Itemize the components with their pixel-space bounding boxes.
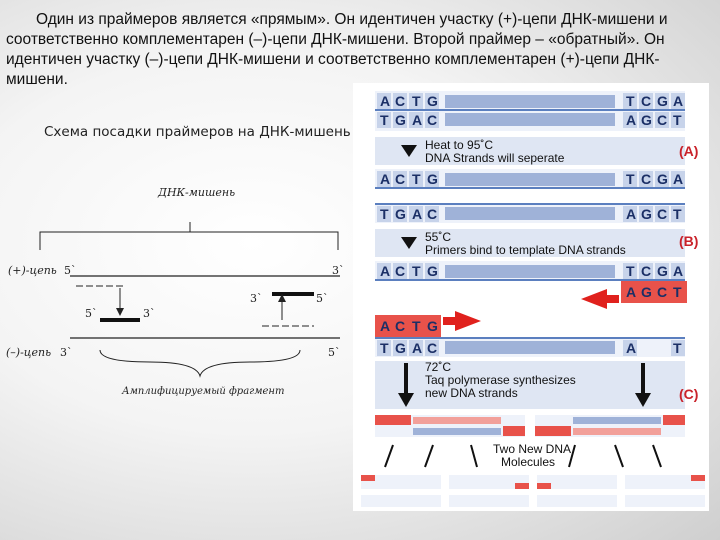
sep-top-3: T xyxy=(412,171,421,187)
anneal-top-r1: T xyxy=(626,263,635,279)
anneal-top-2: C xyxy=(395,263,406,279)
left-arrowhead xyxy=(116,308,124,316)
anneal-top-r3: G xyxy=(657,263,668,279)
step-c-line3: new DNA strands xyxy=(425,386,518,400)
anneal-bottom-a: A xyxy=(626,340,637,356)
result-line1: Two New DNA xyxy=(493,442,572,456)
right-primer-three: 3` xyxy=(250,292,263,305)
base-bottom-r3: C xyxy=(657,112,668,128)
pcr-figure-drawing xyxy=(353,83,709,511)
synthesis-arrow-left xyxy=(581,289,619,309)
step-c-line1: 72˚C xyxy=(425,360,452,374)
rev-primer-2: G xyxy=(641,284,652,300)
left-primer-three: 3` xyxy=(143,307,156,320)
sep-bottom-r2: G xyxy=(641,206,652,222)
anneal-bottom-2: G xyxy=(395,340,406,356)
new-molecule-1 xyxy=(375,415,525,437)
anneal-bottom-t: T xyxy=(673,340,682,356)
sep-top-r4: A xyxy=(673,171,684,187)
rev-primer-1: A xyxy=(626,284,637,300)
amplified-brace xyxy=(100,350,300,376)
minus-three-label: 3` xyxy=(60,346,73,359)
fwd-primer-4: G xyxy=(427,318,438,334)
sep-top-1: A xyxy=(380,171,391,187)
sep-top-r3: G xyxy=(657,171,668,187)
base-top-r1: T xyxy=(626,93,635,109)
anneal-bottom-3: A xyxy=(412,340,423,356)
base-bottom-4: C xyxy=(427,112,438,128)
base-bottom-r2: G xyxy=(641,112,652,128)
reverse-primer-red xyxy=(621,281,687,303)
sep-bottom-4: C xyxy=(427,206,438,222)
step-b-line2: Primers bind to template DNA strands xyxy=(425,243,626,257)
base-top-r2: C xyxy=(641,93,652,109)
amplified-fragment-label: Амплифицируемый фрагмент xyxy=(122,386,285,397)
sep-top-r2: C xyxy=(641,171,652,187)
base-bottom-r4: T xyxy=(673,112,682,128)
sep-bottom-2: G xyxy=(395,206,406,222)
sep-top-r1: T xyxy=(626,171,635,187)
anneal-top-4: G xyxy=(427,263,438,279)
fwd-primer-1: A xyxy=(380,318,391,334)
sep-top-2: C xyxy=(395,171,406,187)
pcr-figure xyxy=(353,83,709,511)
base-bottom-2: G xyxy=(395,112,406,128)
forward-primer-red xyxy=(375,315,441,337)
base-top-4: G xyxy=(427,93,438,109)
anneal-top-1: A xyxy=(380,263,391,279)
fwd-primer-3: T xyxy=(412,318,421,334)
label-a: (A) xyxy=(679,143,699,159)
sep-bottom-3: A xyxy=(412,206,423,222)
right-primer-five: 5` xyxy=(316,292,329,305)
plus-five-label: 5` xyxy=(64,264,77,277)
base-top-r3: G xyxy=(657,93,668,109)
scheme-title: Схема посадки праймеров на ДНК-мишень xyxy=(44,124,351,140)
anneal-bottom-4: C xyxy=(427,340,438,356)
label-b: (B) xyxy=(679,233,699,249)
base-top-3: T xyxy=(412,93,421,109)
base-bottom-r1: A xyxy=(626,112,637,128)
fwd-primer-2: C xyxy=(395,318,406,334)
step-a-line1: Heat to 95˚C xyxy=(425,138,494,152)
target-label: ДНК-мишень xyxy=(158,186,236,199)
plus-strand-label: (+)-цепь xyxy=(8,264,57,277)
intro-paragraph: Один из праймеров является «прямым». Он идентичен участку (+)-цепи ДНК-мишени и соответственно комплементарен (–)-цепи ДНК-мишени. Второй праймер – «обратный». Он идентичен участку (–)-цепи ДНК-мишени и соответственно комплементарен (+)-цепи ДНК-мишени. xyxy=(6,11,668,88)
daughter-strands xyxy=(361,475,705,507)
base-bottom-3: A xyxy=(412,112,423,128)
step-a-line2: DNA Strands will seperate xyxy=(425,151,565,165)
minus-strand-label: (–)-цепь xyxy=(6,346,52,359)
strand-top-initial xyxy=(375,109,685,111)
sep-bottom-1: T xyxy=(380,206,389,222)
plus-three-label: 3` xyxy=(332,264,345,277)
forward-primer xyxy=(100,318,140,322)
anneal-bottom-1: T xyxy=(380,340,389,356)
anneal-top-r4: A xyxy=(673,263,684,279)
synthesis-arrow-right xyxy=(443,311,481,331)
step-c-line2: Taq polymerase synthesizes xyxy=(425,373,576,387)
rev-primer-3: C xyxy=(657,284,668,300)
primer-scheme-diagram xyxy=(0,200,352,390)
label-c: (C) xyxy=(679,386,699,402)
minus-five-label: 5` xyxy=(328,346,341,359)
sep-bottom-r4: T xyxy=(673,206,682,222)
base-top-1: A xyxy=(380,93,391,109)
sep-bottom-r1: A xyxy=(626,206,637,222)
sep-top-4: G xyxy=(427,171,438,187)
base-bottom-1: T xyxy=(380,112,389,128)
base-top-r4: A xyxy=(673,93,684,109)
anneal-top-3: T xyxy=(412,263,421,279)
reverse-primer xyxy=(272,292,314,296)
step-b-line1: 55˚C xyxy=(425,230,452,244)
result-line2: Molecules xyxy=(501,455,556,469)
anneal-top-r2: C xyxy=(641,263,652,279)
new-molecule-2 xyxy=(535,415,685,437)
base-top-2: C xyxy=(395,93,406,109)
sep-bottom-r3: C xyxy=(657,206,668,222)
rev-primer-4: T xyxy=(673,284,682,300)
target-bracket xyxy=(40,222,338,250)
left-primer-five: 5` xyxy=(85,307,98,320)
